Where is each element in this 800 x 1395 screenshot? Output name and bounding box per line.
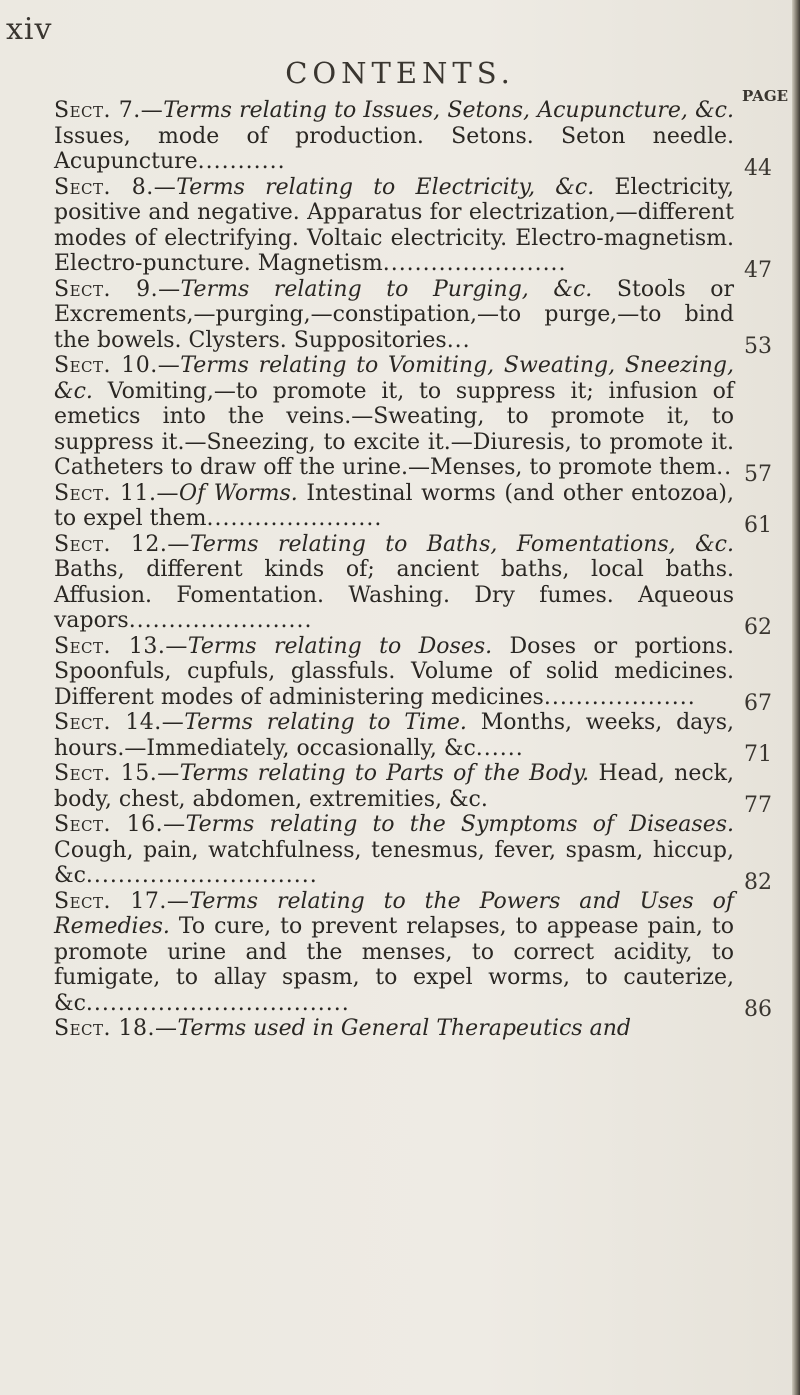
toc-entry: Sect. 15.—Terms relating to Parts of the Body. Head, neck, body, chest, abdomen, extremities, &c. 77 xyxy=(54,761,772,818)
section-head: Sect. 16.— xyxy=(54,812,186,837)
section-head: Sect. 18.— xyxy=(54,1016,178,1041)
section-title: Terms relating to Time. xyxy=(184,710,467,735)
table-of-contents xyxy=(54,98,772,1042)
section-body: Doses or portions. Spoonfuls, cupfuls, glassfuls. Volume of solid medicines. Different modes of administering medicines xyxy=(54,633,734,710)
section-page-number: 57 xyxy=(744,461,772,487)
toc-entry: Sect. 10.—Terms relating to Vomiting, Sweating, Sneezing, &c. Vomiting,—to promote it, to suppress it; infusion of emetics into the veins.—Sweating, to promote it, to suppress it.—Sneezing, to excite it.—Diuresis, to promote it. Catheters to draw off the urine.—Menses, to promote them.. 57 xyxy=(54,353,772,487)
section-head: Sect. 11.— xyxy=(54,480,180,506)
section-body: Months, weeks, days, hours.—Immediately, occasionally, &c xyxy=(54,710,735,761)
section-title: Terms relating to the Powers and Uses of Remedies. xyxy=(54,888,734,939)
section-page-number: 67 xyxy=(744,691,772,716)
toc-entry: Sect. 8.—Terms relating to Electricity, &c. Electricity, positive and negative. Apparatus for electrization,—different modes of electrifying. Voltaic electricity. Electro-magnetism. Electro-puncture. Magnetism....................... 47 xyxy=(54,174,772,283)
section-body: Head, neck, body, chest, abdomen, extremities, &c xyxy=(54,761,735,812)
section-title: Of Worms. xyxy=(179,480,298,506)
running-head: CONTENTS. xyxy=(285,56,515,90)
toc-entry: Sect. 11.—Of Worms. Intestinal worms (and other entozoa), to expel them...................... 61 xyxy=(54,480,772,538)
section-title: Terms relating to Electricity, &c. xyxy=(176,174,595,200)
section-page-number: 86 xyxy=(744,997,772,1022)
section-head: Sect. 12.— xyxy=(54,531,190,557)
section-body: Vomiting,—to promote it, to suppress it; infusion of emetics into the veins.—Sweating, to promote it, to suppress it.—Sneezing, to excite it.—Diuresis, to promote it. Catheters to draw off the urine.—Menses, to promote them xyxy=(54,378,734,480)
toc-entry: Sect. 17.—Terms relating to the Powers and Uses of Remedies. To cure, to prevent relapses, to appease pain, to promote urine and the menses, to correct acidity, to fumigate, to allay spasm, to expel worms, to cauterize, &c................................. 86 xyxy=(54,888,772,1022)
section-body: Electricity, positive and negative. Apparatus for electrization,—different modes of electrifying. Voltaic electricity. Electro-magnetism. Electro-puncture. Magnetism xyxy=(54,174,734,276)
section-title: Terms relating to Baths, Fomentations, &c. xyxy=(189,531,734,557)
section-page-number: 82 xyxy=(744,869,772,895)
section-page-number: 62 xyxy=(744,614,772,640)
section-head: Sect. 7.— xyxy=(54,98,164,123)
section-title: Terms relating to Vomiting, Sweating, Sneezing, &c. xyxy=(54,353,734,404)
section-body: Baths, different kinds of; ancient baths, local baths. Affusion. Fomentation. Washing. Dry fumes. Aqueous vapors xyxy=(54,557,734,633)
section-head: Sect. 17.— xyxy=(54,888,190,914)
section-title: Terms used in General Therapeutics and xyxy=(177,1016,631,1041)
section-page-number: 44 xyxy=(744,155,772,181)
section-title: Terms relating to Parts of the Body. xyxy=(179,761,590,786)
section-head: Sect. 9.— xyxy=(54,276,181,302)
section-head: Sect. 13.— xyxy=(54,633,188,659)
toc-entry xyxy=(54,1016,734,1042)
page-number: xiv xyxy=(6,12,53,47)
section-head: Sect. 15.— xyxy=(54,761,180,786)
section-page-number: 47 xyxy=(744,257,772,283)
toc-entry: Sect. 9.—Terms relating to Purging, &c. Stools or Excrements,—purging,—constipation,—to purge,—to bind the bowels. Clysters. Suppositories... 53 xyxy=(54,276,772,359)
toc-entry: Sect. 13.—Terms relating to Doses. Doses or portions. Spoonfuls, cupfuls, glassfuls. Volume of solid medicines. Different modes of administering medicines................... 67 xyxy=(54,633,772,716)
section-body: Intestinal worms (and other entozoa), to expel them xyxy=(54,480,734,531)
section-page-number: 77 xyxy=(744,793,772,818)
toc-entry: Sect. 16.—Terms relating to the Symptoms of Diseases. Cough, pain, watchfulness, tenesmus, fever, spasm, hiccup, &c............................. 82 xyxy=(54,812,772,895)
toc-entry: Sect. 12.—Terms relating to Baths, Fomentations, &c. Baths, different kinds of; ancient baths, local baths. Affusion. Fomentation. Washing. Dry fumes. Aqueous vapors....................... 62 xyxy=(54,531,772,640)
section-head: Sect. 14.— xyxy=(54,710,185,735)
section-head: Sect. 8.— xyxy=(54,174,177,200)
section-page-number: 61 xyxy=(744,512,772,538)
toc-entry: Sect. 14.—Terms relating to Time. Months, weeks, days, hours.—Immediately, occasionally, &c...... 71 xyxy=(54,710,772,767)
section-head: Sect. 10.— xyxy=(54,353,181,378)
section-page-number: 53 xyxy=(744,334,772,359)
toc-entry: Sect. 7.—Terms relating to Issues, Setons, Acupuncture, &c. Issues, mode of production. Setons. Seton needle. Acupuncture........... 44 xyxy=(54,98,772,181)
page-column-label: PAGE xyxy=(742,87,789,105)
section-body: To cure, to prevent relapses, to appease pain, to promote urine and the menses, to correct acidity, to fumigate, to allay spasm, to expel worms, to cauterize, &c xyxy=(54,914,734,1016)
section-title: Terms relating to the Symptoms of Diseases. xyxy=(185,812,734,837)
section-body: Cough, pain, watchfulness, tenesmus, fever, spasm, hiccup, &c xyxy=(54,837,734,888)
section-title: Terms relating to Doses. xyxy=(187,633,493,659)
section-body: Issues, mode of production. Setons. Seton needle. Acupuncture xyxy=(54,123,734,174)
section-body: Stools or Excrements,—purging,—constipation,—to purge,—to bind the bowels. Clysters. Suppositories xyxy=(54,276,735,353)
section-page-number: 71 xyxy=(744,742,772,767)
section-title: Terms relating to Purging, &c. xyxy=(180,276,593,302)
section-title: Terms relating to Issues, Setons, Acupuncture, &c. xyxy=(163,98,734,123)
page-edge xyxy=(792,0,800,1395)
